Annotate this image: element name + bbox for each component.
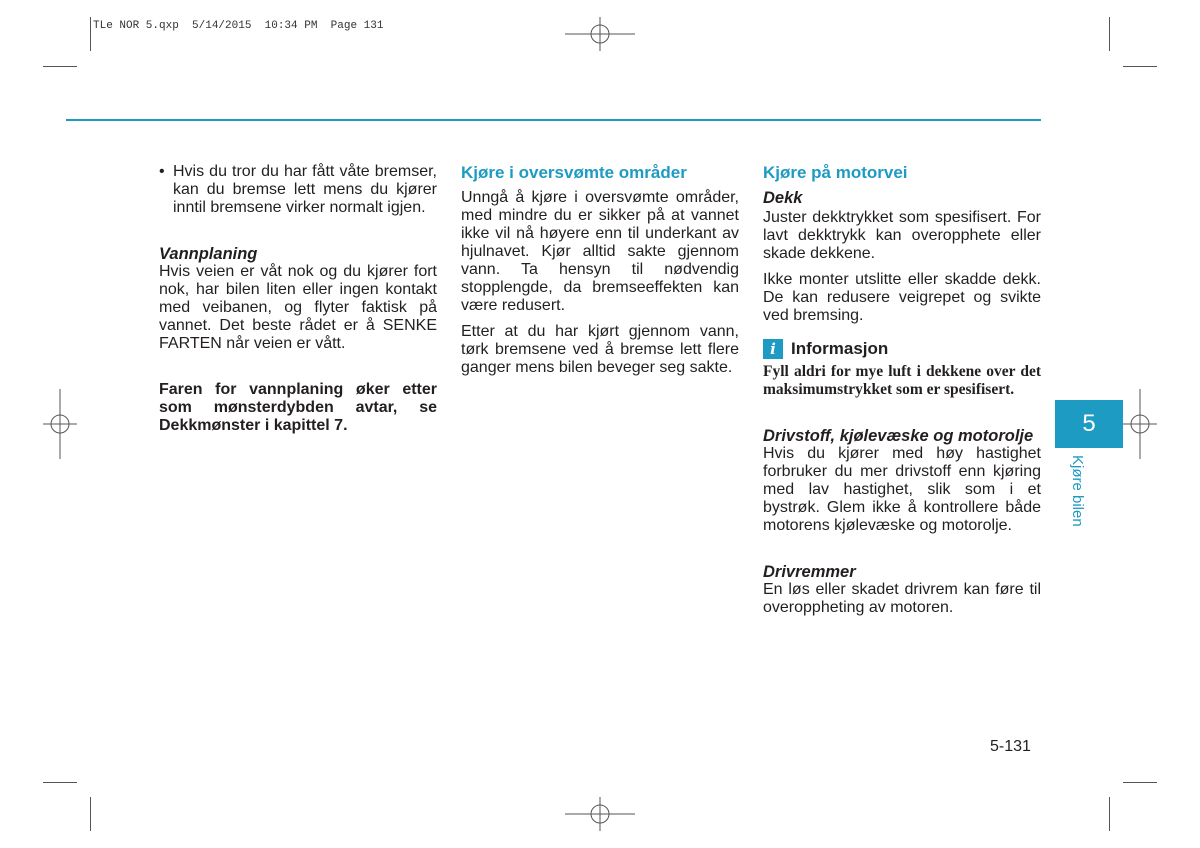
vannplaning-text: Hvis veien er våt nok og du kjører fort nok, har bilen liten eller ingen kontakt med veibanen, og flyter faktisk på vannet. Det beste rådet er å SENKE FARTEN når veien er vått. — [159, 263, 437, 352]
bullet-text: Hvis du tror du har fått våte bremser, kan du bremse lett mens du kjører inntil bremsene virker normalt igjen. — [173, 163, 437, 216]
drivstoff-title: Drivstoff, kjølevæske og motorolje — [763, 427, 1034, 445]
drivstoff-text: Hvis du kjører med høy hastighet forbruker du mer drivstoff enn kjøring med lav hastighet, slik som i et bystrøk. Glem ikke å kontrollere både motorens kjølevæske og motorolje. — [763, 445, 1041, 534]
dekk-title: Dekk — [763, 189, 803, 207]
crop-mark — [43, 782, 77, 783]
bullet-dot-icon: • — [159, 163, 165, 180]
crop-mark — [43, 66, 77, 67]
crop-mark — [1123, 782, 1157, 783]
header-rule — [66, 119, 1041, 121]
flooded-para-1: Unngå å kjøre i oversvømte områder, med mindre du er sikker på at vannet ikke vil nå høyere enn til underkant av hjulnavet. Kjør alltid sakte gjennom vann. Ta hensyn til nødvendig stopplengde, da bremseeffekten kan være redusert. — [461, 189, 739, 314]
info-icon: i — [763, 339, 783, 359]
crop-mark — [1109, 17, 1110, 51]
page-number: 5-131 — [990, 738, 1031, 755]
dekk-para-2: Ikke monter utslitte eller skadde dekk. De kan redusere veigrepet og svikte ved bremsing. — [763, 271, 1041, 324]
registration-mark-icon — [565, 17, 635, 51]
registration-mark-icon — [43, 389, 77, 459]
registration-mark-icon — [565, 797, 635, 831]
crop-mark — [90, 17, 91, 51]
column-right — [763, 163, 1041, 617]
warning-text: Faren for vannplaning øker etter som mønsterdybden avtar, se Dekkmønster i kapittel 7. — [159, 381, 437, 434]
chapter-tab: 5 — [1055, 400, 1123, 448]
drivremmer-text: En løs eller skadet drivrem kan føre til overoppheting av motoren. — [763, 581, 1041, 616]
info-text: Fyll aldri for mye luft i dekkene over det maksimumstrykket som er spesifisert. — [763, 363, 1041, 398]
section-heading-flooded: Kjøre i oversvømte områder — [461, 163, 687, 182]
column-middle — [461, 163, 739, 377]
print-slug: TLe NOR 5.qxp 5/14/2015 10:34 PM Page 131 — [93, 20, 384, 32]
info-title: Informasjon — [791, 339, 889, 358]
vannplaning-title: Vannplaning — [159, 245, 258, 263]
crop-mark — [1123, 66, 1157, 67]
column-left — [159, 163, 437, 435]
dekk-para-1: Juster dekktrykket som spesifisert. For lavt dekktrykk kan overopphete eller skade dekkene. — [763, 209, 1041, 262]
chapter-label: Kjøre bilen — [1069, 455, 1086, 527]
crop-mark — [90, 797, 91, 831]
registration-mark-icon — [1123, 389, 1157, 459]
info-box-header — [763, 339, 1041, 359]
drivremmer-title: Drivremmer — [763, 563, 856, 581]
crop-mark — [1109, 797, 1110, 831]
bullet-item — [159, 163, 437, 217]
section-heading-motorway: Kjøre på motorvei — [763, 163, 908, 182]
flooded-para-2: Etter at du har kjørt gjennom vann, tørk bremsene ved å bremse lett flere ganger mens bilen beveger seg sakte. — [461, 323, 739, 376]
